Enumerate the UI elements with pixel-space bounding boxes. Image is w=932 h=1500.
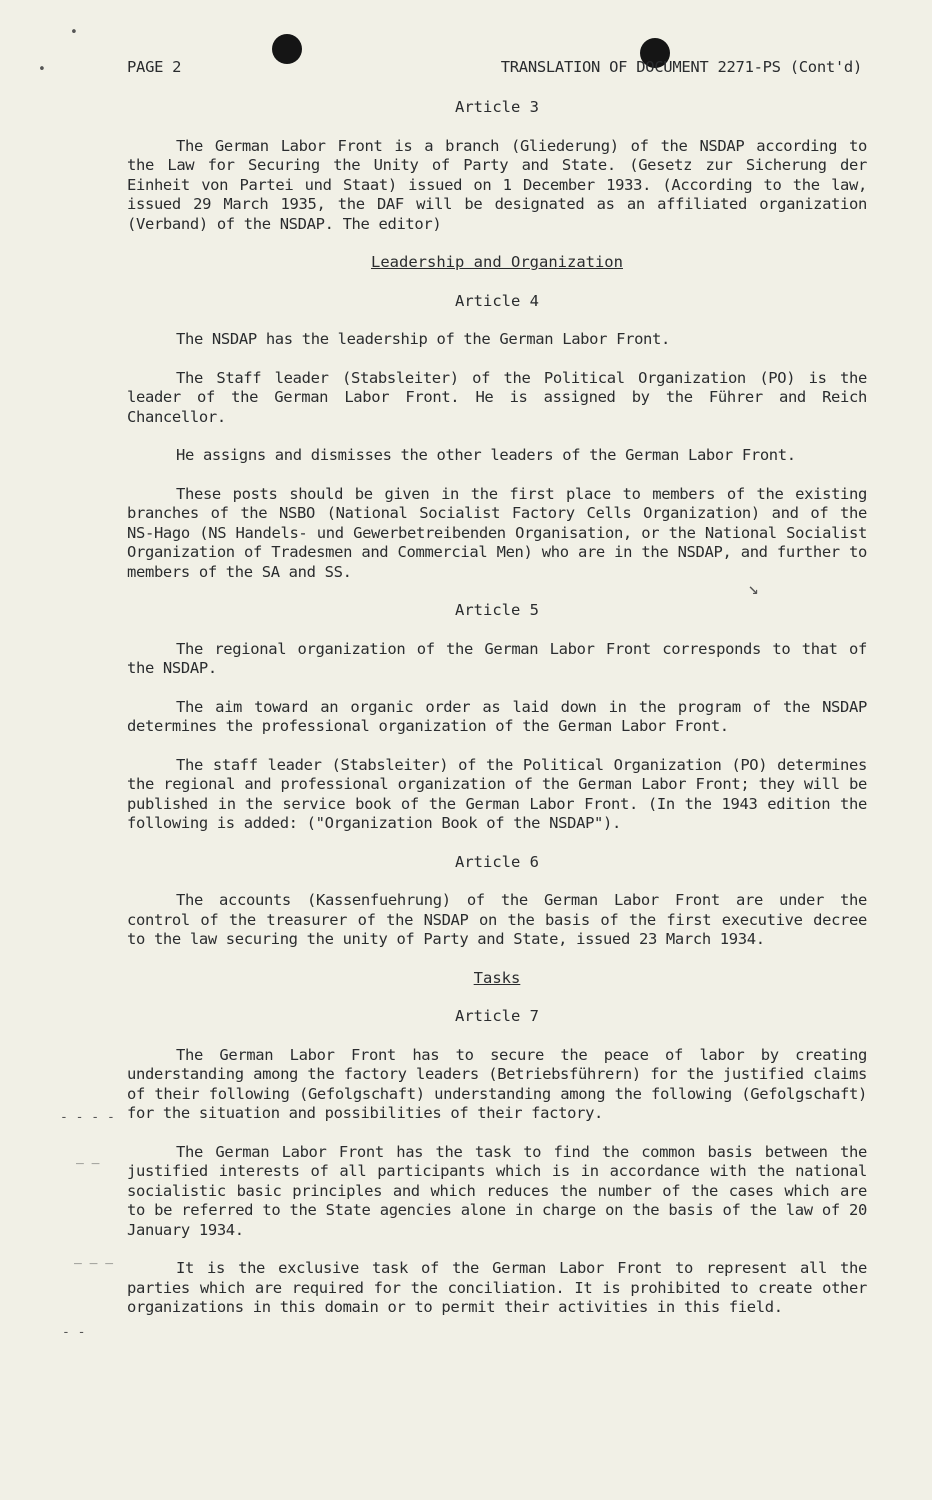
heading-text: Article 6 [455, 852, 539, 871]
document-title: TRANSLATION OF DOCUMENT 2271-PS (Cont'd) [500, 58, 862, 76]
paragraph: The accounts (Kassenfuehrung) of the German Labor Front are under the control of the treasurer of the NSDAP on the basis of the first executive decree to the law securing the unity of Party and State, issued 23 March 1934. [127, 891, 867, 948]
margin-mark: _ _ [76, 1150, 100, 1165]
paragraph: The Staff leader (Stabsleiter) of the Political Organization (PO) is the leader of the German Labor Front. He is assigned by the Führer and Reich Chancellor. [127, 368, 867, 426]
article-heading [127, 292, 867, 312]
heading-text: Tasks [473, 968, 521, 987]
paragraph: The German Labor Front has the task to find the common basis between the justified interests of all participants which is in accordance with the national socialistic basic principles and which reduces the number of the cases which are to be referred to the State agencies alone in charge on the basis of the law of 20 January 1934. [127, 1142, 867, 1239]
paragraph: He assigns and dismisses the other leaders of the German Labor Front. [176, 446, 796, 464]
article-heading [127, 98, 867, 118]
paragraph: The German Labor Front is a branch (Gliederung) of the NSDAP according to the Law for Securing the Unity of Party and State. (Gesetz zur Sicherung der Einheit von Partei und Staat) issued on 1 December 1933. (According to the law, issued 29 March 1935, the DAF will be designated as an affiliated organization (Verband) of the NSDAP. The editor) [127, 136, 867, 233]
margin-mark: - - - - [60, 1110, 115, 1125]
heading-text: Article 7 [455, 1007, 539, 1025]
paragraph: It is the exclusive task of the German Labor Front to represent all the parties which are required for the conciliation. It is prohibited to create other organizations in this domain or to permit their activities in this field. [127, 1259, 867, 1316]
margin-mark: • [38, 62, 46, 77]
margin-mark: • [70, 25, 78, 40]
margin-mark: - - [62, 1325, 86, 1340]
heading-text: Article 3 [455, 98, 539, 116]
heading-text: Article 4 [455, 291, 539, 310]
paragraph: The aim toward an organic order as laid down in the program of the NSDAP determines the professional organization of the German Labor Front. [127, 697, 867, 735]
page-number: PAGE 2 [127, 58, 182, 76]
paragraph: The regional organization of the German Labor Front corresponds to that of the NSDAP. [127, 639, 867, 677]
punch-hole-left [272, 34, 302, 64]
pencil-mark: ↘ [748, 578, 759, 599]
section-heading [127, 253, 867, 273]
paragraph: The staff leader (Stabsleiter) of the Political Organization (PO) determines the regional and professional organization of the German Labor Front; they will be published in the service book of the German Labor Front. (In the 1943 edition the following is added: ("Organization Book of the NSDAP"). [127, 755, 867, 832]
document-body [127, 98, 867, 1337]
article-heading [127, 601, 867, 621]
article-heading [127, 853, 867, 873]
heading-text: Leadership and Organization [371, 253, 623, 271]
section-heading [127, 969, 867, 989]
margin-mark: _ _ _ [74, 1250, 114, 1265]
paragraph: The NSDAP has the leadership of the German Labor Front. [176, 330, 670, 348]
article-heading [127, 1007, 867, 1027]
paragraph: These posts should be given in the first place to members of the existing branches of the NSBO (National Socialist Factory Cells Organization) and of the NS-Hago (NS Handels- und Gewerbetreibenden Organisation, or the National Socialist Organization of Tradesmen and Commercial Men) who are in the NSDAP, and further to members of the SA and SS. [127, 484, 867, 581]
heading-text: Article 5 [455, 601, 539, 619]
paragraph: The German Labor Front has to secure the peace of labor by creating understanding among the factory leaders (Betriebsführern) for the justified claims of their following (Gefolgschaft) understanding among the following (Gefolgschaft) for the situation and possibilities of their factory. [127, 1045, 867, 1122]
